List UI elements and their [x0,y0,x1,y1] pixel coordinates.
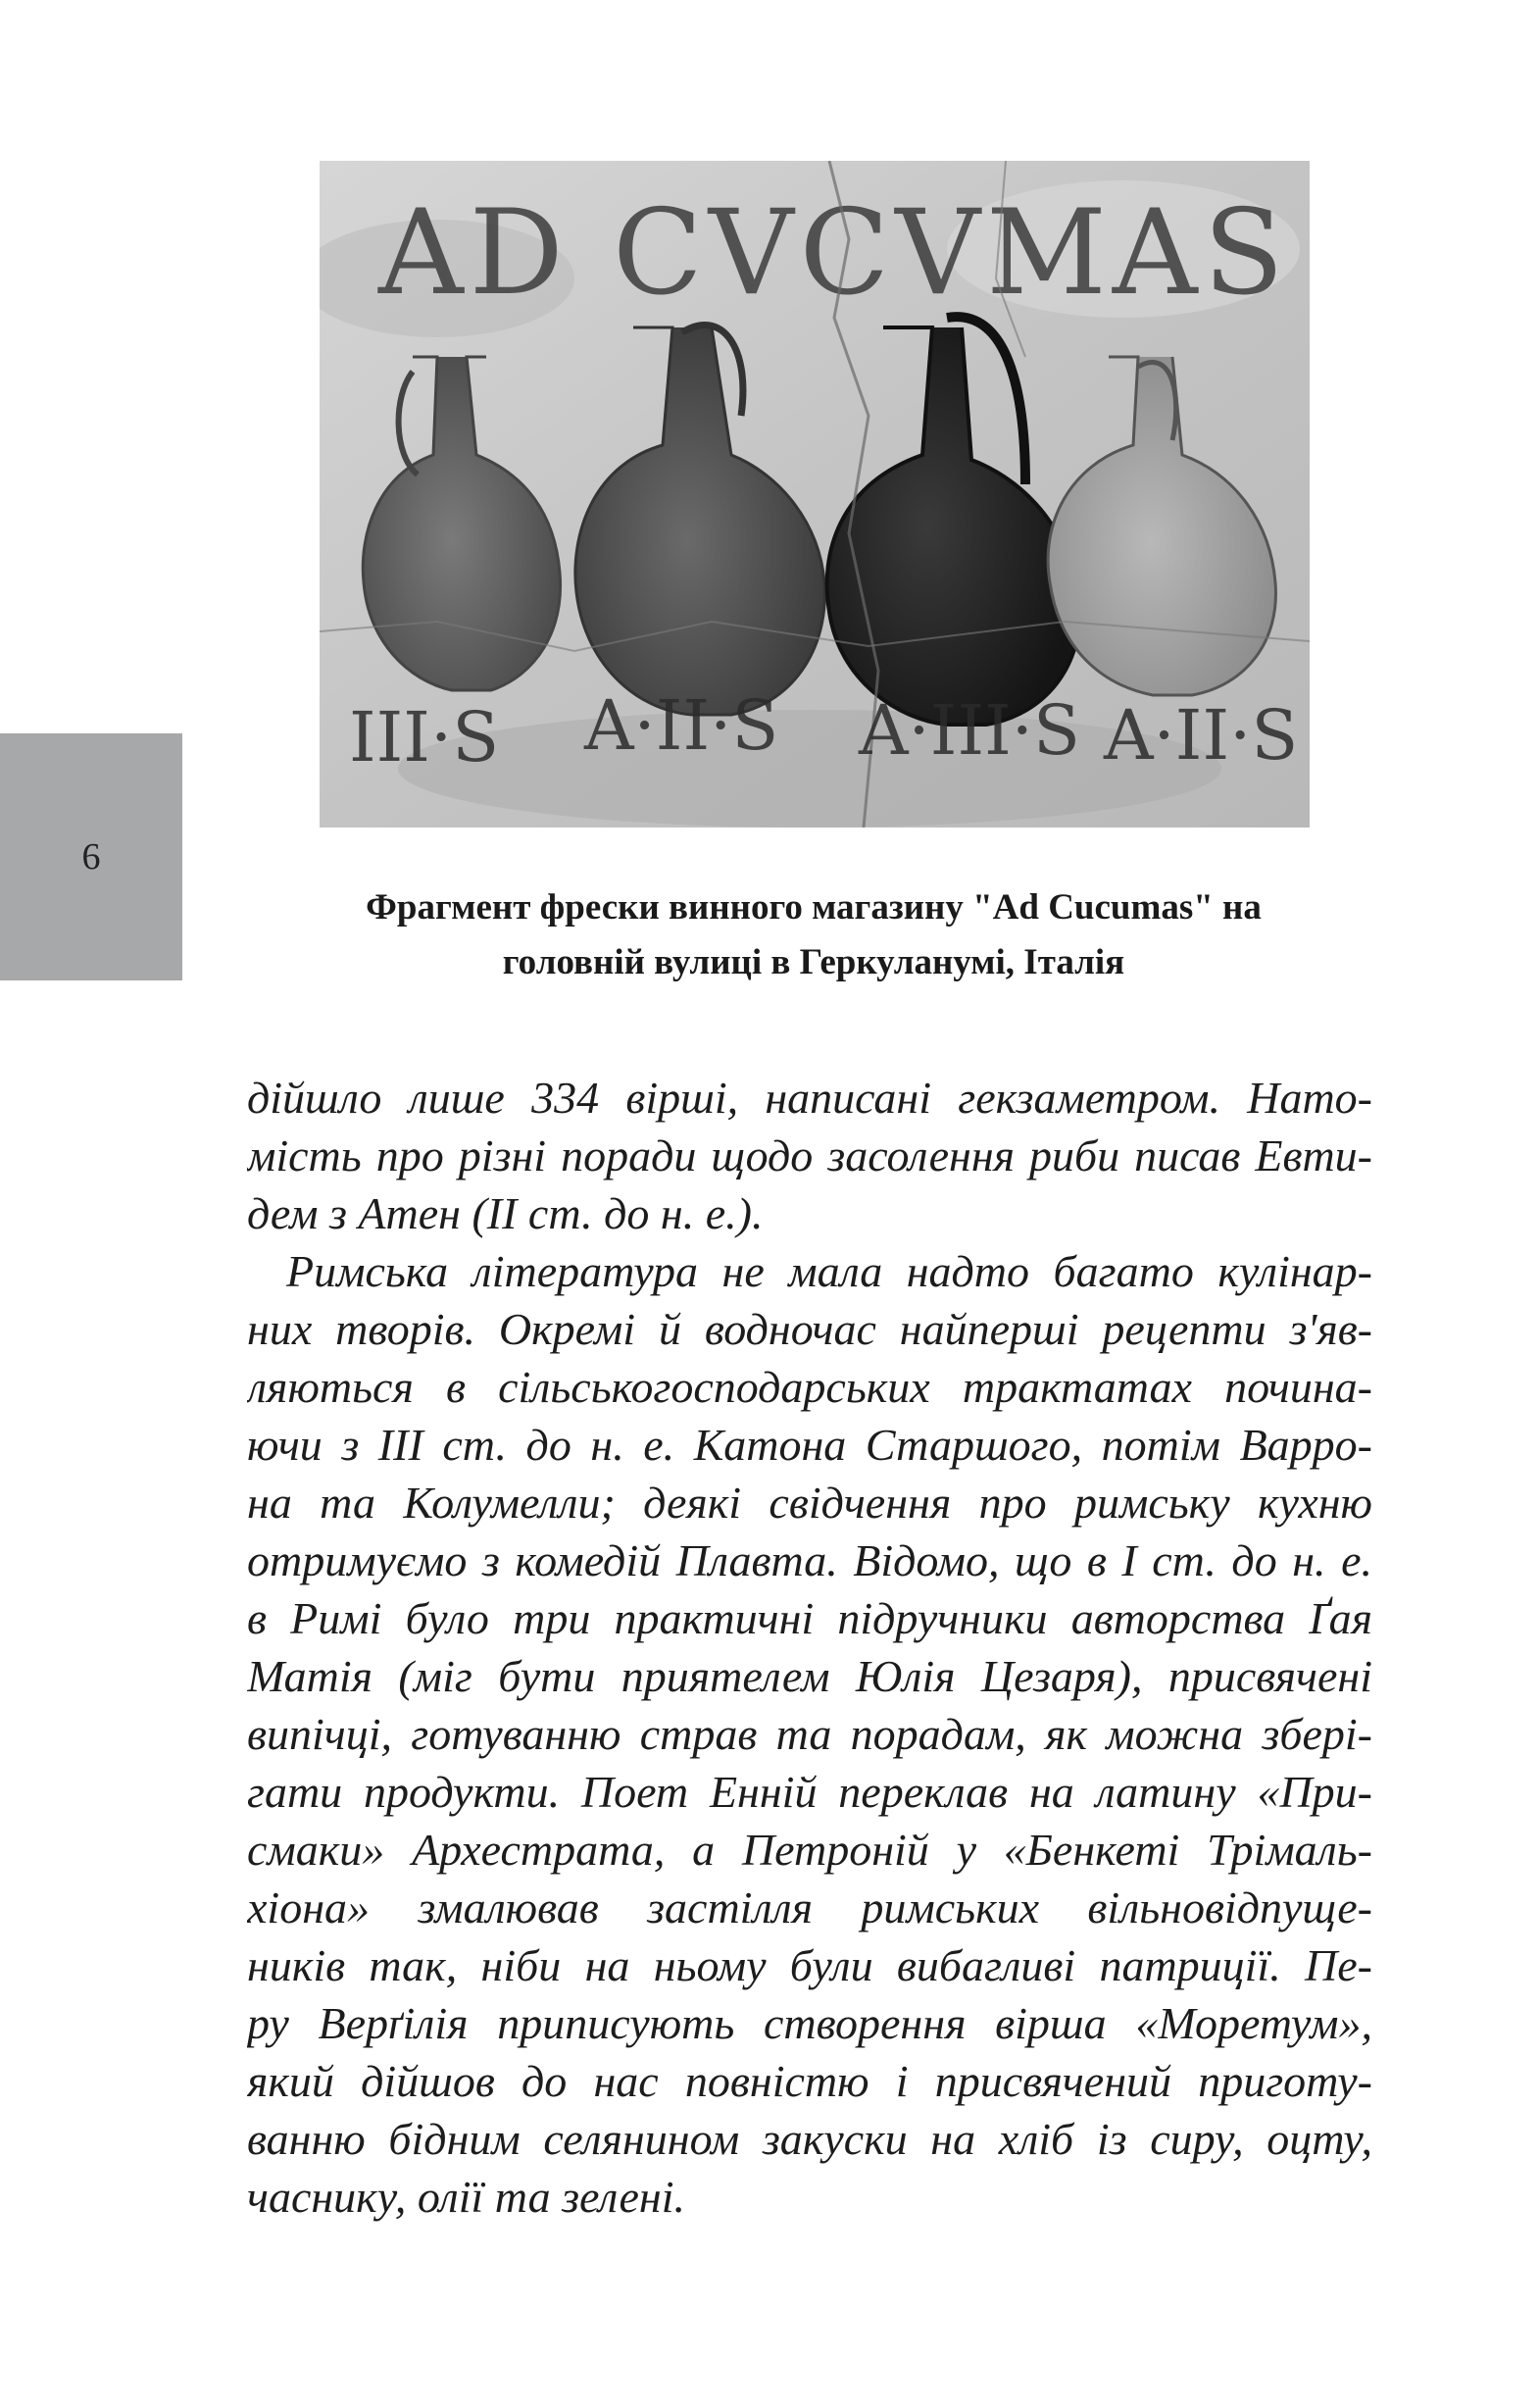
text-line: Римська література не мала надто багато кулінар- [286,1246,1372,1296]
text-line: них творів. Окремі й водночас найперші рецепти з'яв- [247,1304,1372,1354]
paragraph [247,1242,1372,2226]
text-line: який дійшов до нас повністю і присвячений приготу- [247,2056,1372,2106]
text-line: в Римі було три практичні підручники авторства Ґая [247,1593,1372,1643]
text-line: Матія (міг бути приятелем Юлія Цезаря), присвячені [247,1651,1372,1701]
text-line: часнику, олії та зелені. [247,2172,686,2222]
text-line: дем з Атен (ІІ ст. до н. е.). [247,1188,764,1238]
text-line: дійшло лише 334 вірші, написані гекзаметром. Нато- [247,1073,1372,1123]
text-line: ників так, ніби на ньому були вибагливі патриції. Пе- [247,1940,1372,1990]
figure-caption [235,880,1392,990]
text-line: отримуємо з комедій Плавта. Відомо, що в І ст. до н. е. [247,1535,1372,1585]
text-line: ляються в сільськогосподарських трактатах почина- [247,1362,1372,1412]
text-line: ру Верґілія приписують створення вірша «Моретум», [247,1998,1372,2048]
body-text [247,1069,1372,2226]
fresco-inscription-bottom-2: A·II·S [584,685,779,766]
fresco-inscription-bottom-1: III·S [349,697,500,778]
text-line: випічці, готуванню страв та порадам, як можна збері- [247,1709,1372,1759]
fresco-inscription-bottom-4: A·II·S [1104,695,1299,776]
text-line: на та Колумелли; деякі свідчення про римську кухню [247,1478,1372,1528]
text-line: ванню бідним селянином закуски на хліб із сиру, оцту, [247,2114,1372,2164]
text-line: хіона» змалював застілля римських вільновідпуще- [247,1882,1372,1932]
text-line: ючи з ІІІ ст. до н. е. Катона Старшого, потім Варро- [247,1420,1372,1470]
caption-line: головній вулиці в Геркуланумі, Італія [502,942,1125,982]
page-number-tab [0,733,182,980]
text-line: смаки» Архестрата, а Петроній у «Бенкеті Трімаль- [247,1825,1372,1875]
fresco-inscription-top: AD CVCVMAS [378,185,1290,322]
paragraph [247,1069,1372,1242]
fresco-photo [320,161,1310,828]
page-number: 6 [81,836,101,878]
fresco-inscription-bottom-3: A·III·S [859,690,1080,771]
text-line: мість про різні поради щодо засолення риби писав Евти- [247,1130,1372,1180]
text-line: гати продукти. Поет Енній переклав на латину «При- [247,1767,1372,1817]
caption-line: Фрагмент фрески винного магазину "Ad Cucumas" на [366,887,1262,928]
